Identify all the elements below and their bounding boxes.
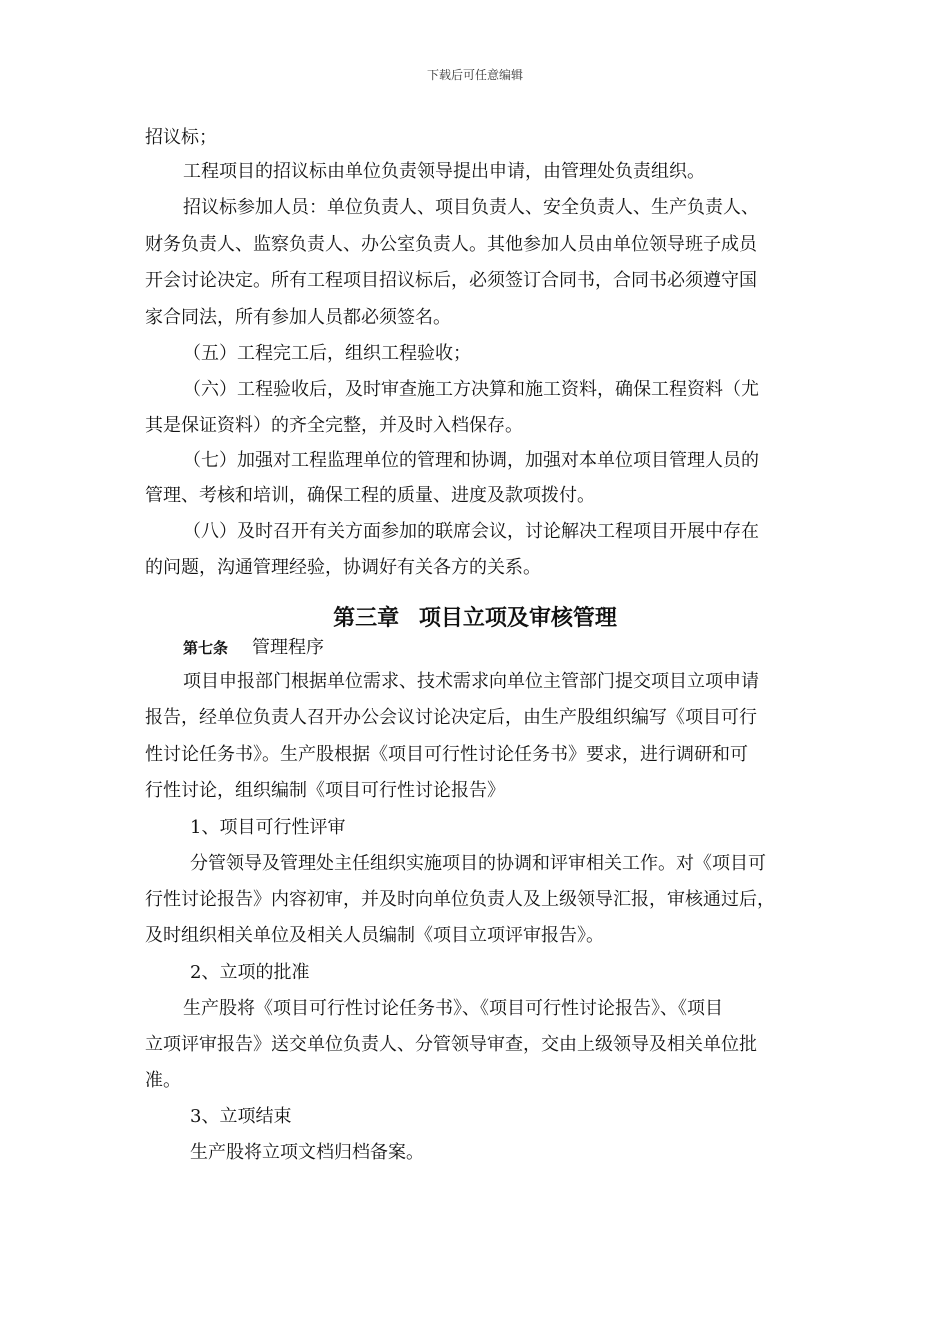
text-line: （六）工程验收后，及时审查施工方决算和施工资料，确保工程资料（尤 [183,379,759,400]
article-title: 管理程序 [252,637,325,658]
section-heading: 1、项目可行性评审 [190,817,346,838]
text-line: 行性讨论，组织编制《项目可行性讨论报告》 [145,780,505,801]
chapter-title: 第三章 项目立项及审核管理 [333,606,617,631]
article-number: 第七条 [183,639,229,657]
text-line: 分管领导及管理处主任组织实施项目的协调和评审相关工作。对《项目可 [190,853,766,874]
section-heading: 3、立项结束 [190,1106,292,1127]
text-line: 招议标； [145,127,217,148]
text-line: （八）及时召开有关方面参加的联席会议，讨论解决工程项目开展中存在 [183,521,759,542]
text-line: 性讨论任务书》。生产股根据《项目可行性讨论任务书》要求，进行调研和可 [145,744,748,765]
text-line: 生产股将立项文档归档备案。 [190,1142,424,1163]
text-line: （七）加强对工程监理单位的管理和协调，加强对本单位项目管理人员的 [183,450,759,471]
text-line: 开会讨论决定。所有工程项目招议标后，必须签订合同书，合同书必须遵守国 [145,270,757,291]
text-line: 及时组织相关单位及相关人员编制《项目立项评审报告》。 [145,925,604,946]
text-line: 立项评审报告》送交单位负责人、分管领导审查，交由上级领导及相关单位批 [145,1034,757,1055]
text-line: 其是保证资料）的齐全完整，并及时入档保存。 [145,415,523,436]
section-heading: 2、立项的批准 [190,962,310,983]
text-line: 招议标参加人员：单位负责人、项目负责人、安全负责人、生产负责人、 [183,197,759,218]
text-line: 生产股将《项目可行性讨论任务书》、《项目可行性讨论报告》、《项目 [183,998,723,1019]
article-heading [183,637,324,659]
text-line: 工程项目的招议标由单位负责领导提出申请，由管理处负责组织。 [183,161,705,182]
text-line: 管理、考核和培训，确保工程的质量、进度及款项拨付。 [145,485,595,506]
text-line: 的问题，沟通管理经验，协调好有关各方的关系。 [145,557,541,578]
text-line: 财务负责人、监察负责人、办公室负责人。其他参加人员由单位领导班子成员 [145,234,757,255]
text-line: 行性讨论报告》内容初审，并及时向单位负责人及上级领导汇报，审核通过后， [145,889,775,910]
text-line: 报告，经单位负责人召开办公会议讨论决定后，由生产股组织编写《项目可行 [145,707,757,728]
text-line: 准。 [145,1070,181,1091]
page-header: 下载后可任意编辑 [426,68,523,82]
text-line: （五）工程完工后，组织工程验收； [183,343,471,364]
text-line: 项目申报部门根据单位需求、技术需求向单位主管部门提交项目立项申请 [183,671,759,692]
text-line: 家合同法，所有参加人员都必须签名。 [145,307,451,328]
